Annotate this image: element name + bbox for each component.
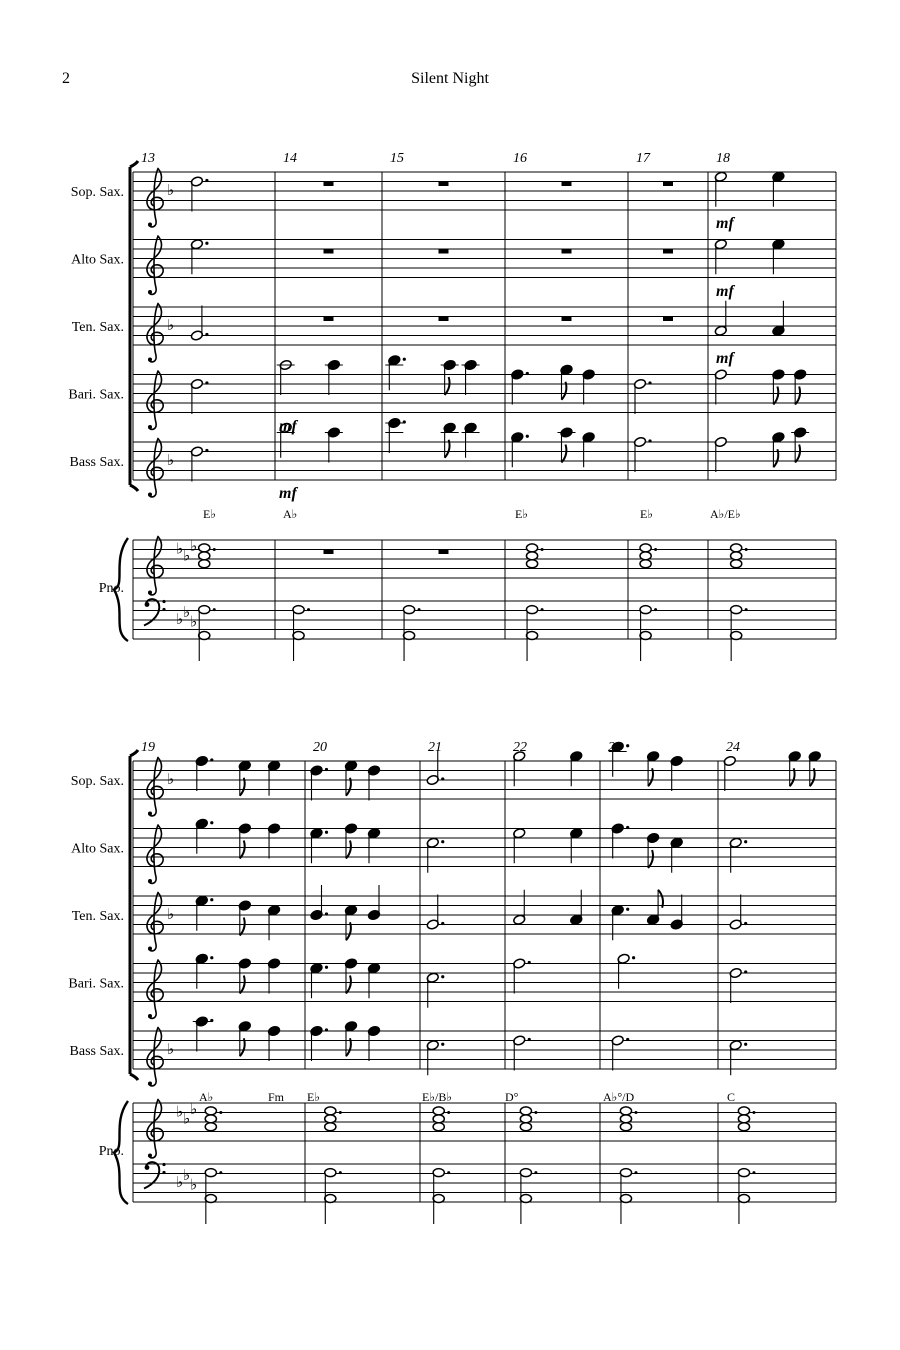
- piano-notehead: [620, 1123, 631, 1131]
- piano-notehead: [640, 606, 651, 614]
- chord-symbol: E♭: [515, 507, 528, 521]
- whole-rest: [562, 182, 572, 187]
- instrument-label: Alto Sax.: [71, 252, 124, 268]
- chord-symbol: E♭/B♭: [422, 1090, 452, 1104]
- augmentation-dot: [205, 449, 208, 452]
- piano-notehead: [199, 552, 210, 560]
- whole-rest: [663, 317, 673, 322]
- piano-notehead: [731, 560, 742, 568]
- whole-rest: [324, 249, 334, 254]
- flat-accidental: ♭: [176, 1102, 184, 1121]
- augmentation-dot: [418, 608, 421, 611]
- instrument-label: Bass Sax.: [69, 455, 124, 470]
- augmentation-dot: [210, 956, 213, 959]
- augmentation-dot: [654, 608, 657, 611]
- flat-accidental: ♭: [183, 602, 191, 621]
- piano-notehead: [325, 1107, 336, 1115]
- note-flag: [562, 445, 567, 463]
- piano-notehead: [526, 544, 537, 552]
- piano-notehead: [433, 1107, 444, 1115]
- piano-notehead: [325, 1123, 336, 1131]
- dynamic-marking: mf: [716, 215, 734, 232]
- piano-notehead: [526, 552, 537, 560]
- measure-number: 23: [608, 740, 622, 755]
- treble-clef: [147, 893, 163, 951]
- whole-rest: [562, 249, 572, 254]
- flat-accidental: ♭: [176, 539, 184, 558]
- measure-number: 17: [636, 151, 650, 166]
- chord-symbol: A♭: [199, 1090, 214, 1104]
- bass-clef: [144, 1162, 166, 1188]
- augmentation-dot: [745, 608, 748, 611]
- chord-symbol: A♭: [283, 507, 298, 521]
- piano-notehead: [325, 1115, 336, 1123]
- augmentation-dot: [205, 333, 208, 336]
- piano-notehead: [640, 544, 651, 552]
- augmentation-dot: [213, 608, 216, 611]
- augmentation-dot: [210, 758, 213, 761]
- flat-accidental: ♭: [190, 1175, 198, 1194]
- augmentation-dot: [213, 548, 216, 551]
- augmentation-dot: [752, 1171, 755, 1174]
- piano-notehead: [433, 1195, 444, 1203]
- whole-rest: [439, 550, 449, 555]
- augmentation-dot: [441, 840, 444, 843]
- augmentation-dot: [403, 358, 406, 361]
- augmentation-dot: [528, 961, 531, 964]
- whole-rest: [439, 182, 449, 187]
- augmentation-dot: [441, 975, 444, 978]
- augmentation-dot: [441, 777, 444, 780]
- flat-accidental: ♭: [183, 1165, 191, 1184]
- augmentation-dot: [634, 1171, 637, 1174]
- whole-rest: [439, 317, 449, 322]
- piano-notehead: [199, 632, 210, 640]
- augmentation-dot: [219, 1171, 222, 1174]
- augmentation-dot: [325, 1028, 328, 1031]
- augmentation-dot: [648, 381, 651, 384]
- treble-clef: [147, 1028, 163, 1086]
- augmentation-dot: [626, 908, 629, 911]
- flat-accidental: ♭: [167, 905, 175, 923]
- note-flag: [240, 841, 245, 859]
- whole-rest: [324, 550, 334, 555]
- augmentation-dot: [339, 1171, 342, 1174]
- treble-clef: [147, 439, 163, 497]
- note-flag: [795, 387, 800, 405]
- measure-number: 20: [313, 740, 327, 755]
- flat-accidental: ♭: [167, 770, 175, 788]
- instrument-label: Pno.: [98, 1144, 124, 1159]
- augmentation-dot: [219, 1111, 222, 1114]
- augmentation-dot: [541, 548, 544, 551]
- treble-clef: [147, 236, 163, 294]
- piano-notehead: [738, 1169, 749, 1177]
- instrument-label: Alto Sax.: [71, 841, 124, 857]
- measure-number: 16: [513, 151, 527, 166]
- chord-symbol: A♭/E♭: [710, 507, 741, 521]
- augmentation-dot: [648, 439, 651, 442]
- augmentation-dot: [632, 956, 635, 959]
- augmentation-dot: [534, 1171, 537, 1174]
- whole-rest: [324, 182, 334, 187]
- augmentation-dot: [744, 922, 747, 925]
- measure-number: 18: [716, 151, 730, 166]
- dynamic-marking: mf: [279, 485, 297, 502]
- instrument-label: Sop. Sax.: [70, 185, 124, 200]
- piano-notehead: [520, 1195, 531, 1203]
- measure-number: 24: [726, 740, 740, 755]
- augmentation-dot: [526, 435, 529, 438]
- piano-notehead: [620, 1115, 631, 1123]
- augmentation-dot: [534, 1111, 537, 1114]
- augmentation-dot: [634, 1111, 637, 1114]
- augmentation-dot: [744, 840, 747, 843]
- augmentation-dot: [325, 966, 328, 969]
- flat-accidental: ♭: [176, 610, 184, 628]
- chord-symbol: D°: [505, 1090, 519, 1104]
- piano-notehead: [403, 606, 414, 614]
- piano-notehead: [205, 1107, 216, 1115]
- flat-accidental: ♭: [190, 612, 198, 631]
- bass-clef: [144, 599, 166, 625]
- measure-number: 15: [390, 151, 404, 166]
- treble-clef: [147, 304, 163, 362]
- augmentation-dot: [325, 912, 328, 915]
- chord-symbol: A♭°/D: [603, 1090, 635, 1104]
- augmentation-dot: [210, 821, 213, 824]
- augmentation-dot: [441, 1043, 444, 1046]
- flat-accidental: ♭: [183, 546, 191, 565]
- flat-accidental: ♭: [167, 181, 175, 199]
- piano-notehead: [526, 632, 537, 640]
- note-flag: [240, 976, 245, 994]
- instrument-label: Pno.: [98, 581, 124, 596]
- augmentation-dot: [307, 608, 310, 611]
- augmentation-dot: [744, 970, 747, 973]
- augmentation-dot: [210, 898, 213, 901]
- chord-symbol: E♭: [640, 507, 653, 521]
- measure-number: 22: [513, 740, 527, 755]
- augmentation-dot: [626, 826, 629, 829]
- piano-notehead: [205, 1115, 216, 1123]
- note-flag: [795, 445, 800, 463]
- augmentation-dot: [745, 548, 748, 551]
- chord-symbol: C: [727, 1090, 736, 1104]
- instrument-label: Bari. Sax.: [68, 976, 124, 992]
- piano-notehead: [199, 606, 210, 614]
- treble-clef: [147, 371, 163, 429]
- augmentation-dot: [205, 242, 208, 245]
- note-flag: [773, 387, 778, 405]
- page-number: 2: [62, 70, 70, 87]
- instrument-label: Bari. Sax.: [68, 387, 124, 403]
- piano-notehead: [640, 632, 651, 640]
- piano-notehead: [325, 1195, 336, 1203]
- augmentation-dot: [205, 381, 208, 384]
- measure-number: 19: [141, 740, 155, 755]
- piano-notehead: [731, 606, 742, 614]
- piano-notehead: [205, 1169, 216, 1177]
- piano-notehead: [520, 1123, 531, 1131]
- chord-symbol: E♭: [307, 1090, 320, 1104]
- piano-notehead: [620, 1195, 631, 1203]
- piano-notehead: [526, 560, 537, 568]
- measure-number: 13: [141, 151, 155, 166]
- augmentation-dot: [447, 1171, 450, 1174]
- treble-clef: [147, 169, 163, 227]
- augmentation-dot: [325, 768, 328, 771]
- piano-notehead: [325, 1169, 336, 1177]
- whole-rest: [324, 317, 334, 322]
- piano-notehead: [731, 552, 742, 560]
- note-flag: [240, 918, 245, 936]
- piano-notehead: [738, 1195, 749, 1203]
- note-flag: [445, 377, 450, 395]
- piano-notehead: [293, 632, 304, 640]
- augmentation-dot: [325, 831, 328, 834]
- augmentation-dot: [654, 548, 657, 551]
- note-flag: [346, 841, 351, 859]
- piano-notehead: [433, 1123, 444, 1131]
- piano-notehead: [620, 1107, 631, 1115]
- augmentation-dot: [744, 1043, 747, 1046]
- piano-notehead: [205, 1123, 216, 1131]
- piano-notehead: [403, 632, 414, 640]
- music-marks: [144, 169, 821, 1225]
- treble-clef: [147, 960, 163, 1018]
- dynamic-marking: mf: [279, 418, 297, 435]
- whole-rest: [663, 249, 673, 254]
- page-title: Silent Night: [411, 70, 489, 87]
- treble-clef: [147, 1100, 163, 1158]
- instrument-label: Bass Sax.: [69, 1044, 124, 1059]
- dynamic-marking: mf: [716, 350, 734, 367]
- piano-notehead: [738, 1123, 749, 1131]
- piano-notehead: [293, 606, 304, 614]
- augmentation-dot: [447, 1111, 450, 1114]
- piano-notehead: [731, 632, 742, 640]
- piano-notehead: [199, 560, 210, 568]
- chord-symbol: E♭: [203, 507, 216, 521]
- augmentation-dot: [441, 922, 444, 925]
- piano-notehead: [205, 1195, 216, 1203]
- instrument-label: Ten. Sax.: [71, 909, 124, 924]
- piano-notehead: [640, 552, 651, 560]
- measure-number: 21: [428, 740, 442, 755]
- augmentation-dot: [528, 1038, 531, 1041]
- augmentation-dot: [205, 179, 208, 182]
- flat-accidental: ♭: [190, 1100, 198, 1119]
- augmentation-dot: [626, 1038, 629, 1041]
- instrument-label: Ten. Sax.: [71, 320, 124, 335]
- augmentation-dot: [752, 1111, 755, 1114]
- whole-rest: [439, 249, 449, 254]
- staff-lines: [114, 161, 836, 1204]
- piano-notehead: [433, 1169, 444, 1177]
- note-flag: [346, 976, 351, 994]
- chord-symbol: Fm: [268, 1090, 285, 1104]
- treble-clef: [147, 758, 163, 816]
- treble-clef: [147, 537, 163, 595]
- instrument-label: Sop. Sax.: [70, 774, 124, 789]
- treble-clef: [147, 825, 163, 883]
- augmentation-dot: [626, 744, 629, 747]
- piano-notehead: [520, 1115, 531, 1123]
- whole-rest: [663, 182, 673, 187]
- flat-accidental: ♭: [190, 537, 198, 556]
- flat-accidental: ♭: [167, 316, 175, 334]
- piano-notehead: [199, 544, 210, 552]
- flat-accidental: ♭: [167, 1040, 175, 1058]
- augmentation-dot: [541, 608, 544, 611]
- piano-notehead: [520, 1107, 531, 1115]
- augmentation-dot: [339, 1111, 342, 1114]
- measure-number: 14: [283, 151, 297, 166]
- flat-accidental: ♭: [167, 451, 175, 469]
- piano-notehead: [520, 1169, 531, 1177]
- piano-notehead: [620, 1169, 631, 1177]
- piano-notehead: [738, 1115, 749, 1123]
- augmentation-dot: [526, 372, 529, 375]
- note-flag: [648, 850, 653, 868]
- flat-accidental: ♭: [176, 1173, 184, 1191]
- piano-notehead: [731, 544, 742, 552]
- piano-notehead: [738, 1107, 749, 1115]
- whole-rest: [562, 317, 572, 322]
- piano-notehead: [526, 606, 537, 614]
- flat-accidental: ♭: [183, 1109, 191, 1128]
- dynamic-marking: mf: [716, 283, 734, 300]
- piano-notehead: [640, 560, 651, 568]
- piano-notehead: [433, 1115, 444, 1123]
